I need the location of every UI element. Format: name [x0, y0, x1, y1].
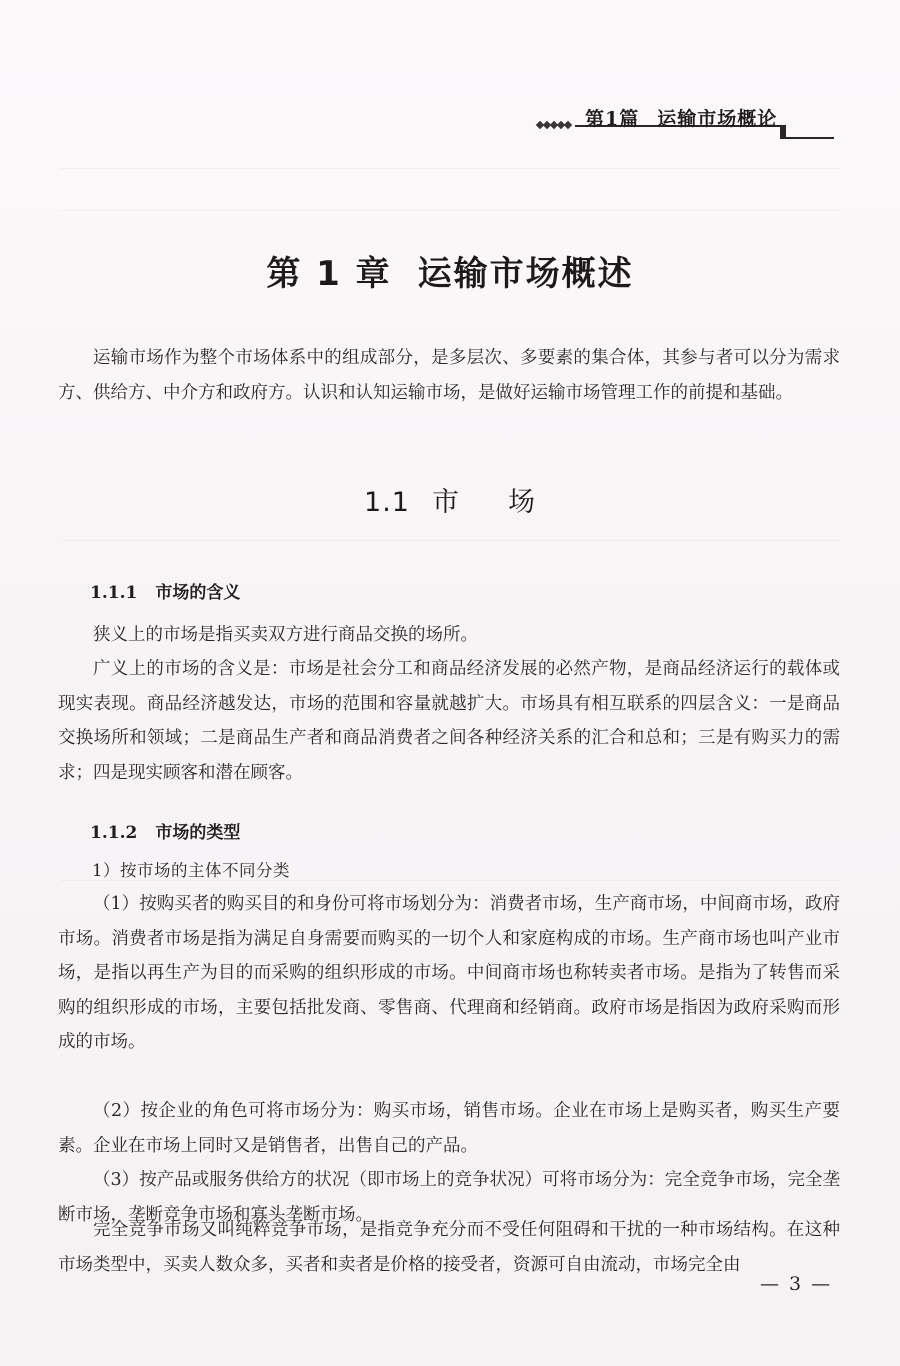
running-header-title: [585, 104, 777, 131]
diamond-ornament-icon: [537, 122, 572, 128]
bleed-through-texture: [60, 210, 840, 211]
section-title: [0, 480, 900, 519]
paragraph: 广义上的市场的含义是：市场是社会分工和商品经济发展的必然产物，是商品经济运行的载体或现实表现。商品经济越发达，市场的范围和容量就越扩大。市场具有相互联系的四层含义：一是商品交换场所和领域；二是商品生产者和商品消费者之间各种经济关系的汇合和总和；三是有购买力的需求；四是现实顾客和潜在顾客。: [58, 659, 840, 783]
part-title: 运输市场概论: [657, 108, 778, 130]
subsection-number: 1.1.2: [90, 823, 138, 843]
paragraph: （1）按购买者的购买目的和身份可将市场划分为：消费者市场，生产商市场，中间商市场，政府市场。消费者市场是指为满足自身需要而购买的一切个人和家庭构成的市场。生产商市场也叫产业市场，是指以再生产为目的而采购的组织形成的市场。中间商市场也称转卖者市场。是指为了转售而采购的组织形成的市场，主要包括批发商、零售商、代理商和经销商。政府市场是指因为政府采购而形成的市场。: [58, 894, 840, 1052]
subsection-heading: [90, 578, 240, 603]
chapter-number: 第 1 章: [266, 254, 392, 294]
bleed-through-texture: [60, 168, 840, 169]
section-title-char: 场: [507, 487, 536, 518]
paragraph: （3）按产品或服务供给方的状况（即市场上的竞争状况）可将市场分为：完全竞争市场，完全垄断市场，垄断竞争市场和寡头垄断市场。: [58, 1170, 840, 1225]
header-rule-lower: [786, 137, 834, 139]
intro-paragraph: 运输市场作为整个市场体系中的组成部分，是多层次、多要素的集合体，其参与者可以分为需求方、供给方、中介方和政府方。认识和认知运输市场，是做好运输市场管理工作的前提和基础。: [58, 348, 840, 403]
subsection-heading: [90, 818, 240, 843]
subsection-title: 市场的类型: [155, 823, 241, 843]
part-label: 第1篇: [585, 108, 640, 130]
section-number: 1.1: [364, 487, 410, 518]
page-number: — 3 —: [760, 1273, 833, 1295]
subsection-number: 1.1.1: [90, 583, 138, 603]
paragraph: 完全竞争市场又叫纯粹竞争市场，是指竞争充分而不受任何阻碍和干扰的一种市场结构。在这种市场类型中，买卖人数众多，买者和卖者是价格的接受者，资源可自由流动，市场完全由: [58, 1220, 840, 1275]
paragraph: （2）按企业的角色可将市场分为：购买市场，销售市场。企业在市场上是购买者，购买生产要素。企业在市场上同时又是销售者，出售自己的产品。: [58, 1101, 840, 1156]
chapter-name: 运输市场概述: [417, 254, 634, 294]
paragraph: 狭义上的市场是指买卖双方进行商品交换的场所。: [93, 625, 478, 645]
section-title-char: 市: [431, 487, 460, 518]
running-header: [527, 100, 900, 150]
subsection-title: 市场的含义: [155, 583, 241, 603]
bleed-through-texture: [60, 540, 840, 541]
chapter-title: [0, 246, 900, 295]
classification-heading: 1）按市场的主体不同分类: [92, 861, 290, 880]
